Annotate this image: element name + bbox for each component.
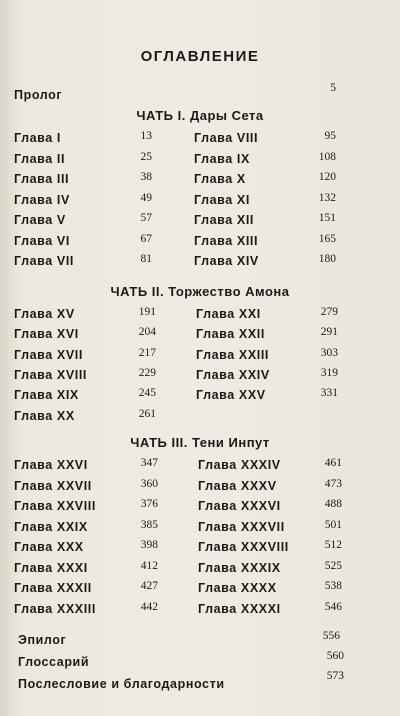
- toc-entry-label: Глава XXIV: [196, 367, 270, 382]
- toc-entry-label: Глава IV: [14, 192, 70, 207]
- toc-entry-label: Глава XIX: [14, 388, 79, 403]
- toc-entry-page: 319: [320, 366, 338, 379]
- toc-entry-label: Глава XXIII: [196, 347, 269, 362]
- part-2-heading: ЧАТЬ II. Торжество Амона: [110, 284, 290, 299]
- toc-entry-page: 560: [326, 650, 344, 662]
- toc-entry-label: Глава V: [14, 213, 66, 227]
- toc-entry-page: 38: [140, 171, 152, 183]
- part-1-heading: ЧАТЬ I. Дары Сета: [136, 108, 264, 123]
- toc-entry-label: Глава XXXIV: [198, 458, 281, 472]
- toc-entry-label: Глава III: [14, 172, 70, 186]
- toc-entry-page: 217: [138, 346, 156, 359]
- toc-entry-label: Глава XXVIII: [14, 499, 96, 513]
- toc-entry-epilogue: [18, 633, 66, 647]
- toc-entry-page: 245: [138, 387, 156, 400]
- toc-entry-page: 376: [140, 498, 158, 510]
- toc-entry-page: 81: [140, 253, 152, 265]
- toc-entry-page: 191: [138, 306, 156, 318]
- toc-entry-page: 57: [140, 212, 152, 224]
- toc-entry-label: Глава XVII: [14, 347, 83, 362]
- toc-entry-page: 442: [140, 600, 158, 613]
- toc-entry-page: 95: [324, 130, 336, 142]
- toc-entry-label: Глава XXXI: [14, 560, 88, 575]
- toc-entry-label: Глава XXXXI: [198, 601, 281, 616]
- toc-entry-page: 204: [138, 326, 156, 339]
- toc-entry-page: 180: [318, 253, 336, 265]
- toc-entry-page: 120: [318, 171, 336, 183]
- toc-entry-page: 132: [318, 191, 336, 204]
- toc-entry-page: 49: [140, 191, 152, 204]
- toc-entry-afterword: [18, 677, 225, 691]
- toc-entry-label: Глава XVI: [14, 327, 79, 342]
- toc-entry-label: Глава XXIX: [14, 519, 88, 534]
- toc-entry-label: Глава XXVII: [14, 478, 92, 493]
- toc-entry-page: 538: [324, 580, 342, 592]
- toc-entry-label: Глава XXXX: [198, 581, 277, 595]
- toc-entry-label: Глава XXXII: [14, 581, 92, 595]
- part-3-heading: ЧАТЬ III. Тени Инпут: [130, 435, 270, 450]
- toc-entry-label: Глава XXX: [14, 540, 84, 554]
- toc-entry-label: Глава VI: [14, 233, 70, 248]
- toc-entry-label: Глоссарий: [18, 655, 90, 669]
- toc-entry-label: Глава XXXVII: [198, 519, 285, 534]
- toc-entry-page: 501: [324, 518, 342, 531]
- toc-entry-page: 67: [140, 232, 152, 245]
- toc-entry-label: Глава XXXIII: [14, 601, 96, 616]
- toc-entry-label: Глава XIII: [194, 233, 259, 248]
- toc-entry-label: Глава XXXVIII: [198, 540, 289, 554]
- toc-entry-page: 25: [140, 150, 152, 163]
- toc-entry-page: 427: [140, 580, 158, 592]
- toc-entry-page: 5: [330, 82, 336, 94]
- toc-entry-page: 331: [320, 387, 338, 400]
- toc-entry-label: Глава XX: [14, 408, 75, 423]
- toc-entry-page: 398: [140, 539, 158, 551]
- toc-entry-page: 108: [318, 150, 336, 163]
- toc-entry-prologue: [14, 88, 62, 102]
- toc-entry-label: Глава II: [14, 151, 66, 166]
- toc-entry-label: Глава XVIII: [14, 367, 87, 382]
- toc-entry-page: 461: [324, 457, 342, 469]
- toc-entry-label: Глава X: [194, 172, 246, 186]
- toc-entry-page: 229: [138, 366, 156, 379]
- toc-entry-label: Глава VII: [14, 254, 74, 268]
- toc-entry-label: Глава XXV: [196, 388, 266, 403]
- toc-entry-page: 347: [140, 457, 158, 469]
- toc-entry-label: Глава XXXVI: [198, 499, 281, 513]
- toc-entry-page: 303: [320, 346, 338, 359]
- toc-entry-page: 279: [320, 306, 338, 318]
- toc-entry-label: Глава XXII: [196, 327, 265, 342]
- toc-entry-page: 385: [140, 518, 158, 531]
- toc-entry-label: Глава XII: [194, 213, 254, 227]
- toc-entry-page: 151: [318, 212, 336, 224]
- toc-entry-label: Глава XIV: [194, 254, 259, 268]
- toc-entry-label: Эпилог: [18, 633, 67, 647]
- toc-entry-page: 525: [324, 559, 342, 572]
- toc-entry-page: 556: [322, 630, 340, 642]
- toc-entry-label: Глава XV: [14, 307, 75, 321]
- toc-entry-page: 13: [140, 130, 152, 142]
- toc-entry-label: Послесловие и благодарности: [18, 677, 225, 691]
- toc-entry-label: Глава IX: [194, 151, 250, 166]
- toc-entry-page: 412: [140, 559, 158, 572]
- toc-entry-page: 512: [324, 539, 342, 551]
- toc-entry-page: 546: [324, 600, 342, 613]
- toc-entry-page: 573: [326, 670, 344, 682]
- toc-entry-label: Глава XXI: [196, 307, 261, 321]
- toc-entry-page: 261: [138, 407, 156, 420]
- toc-entry-page: 360: [140, 477, 158, 490]
- toc-entry-label: Глава XI: [194, 192, 250, 207]
- page-title: ОГЛАВЛЕНИЕ: [140, 48, 260, 65]
- toc-entry-page: 291: [320, 326, 338, 339]
- toc-entry-label: Глава XXXIX: [198, 560, 281, 575]
- toc-entry-label: Глава VIII: [194, 131, 259, 145]
- toc-entry-page: 488: [324, 498, 342, 510]
- toc-entry-glossary: [18, 655, 89, 669]
- toc-entry-label: Глава I: [14, 131, 61, 145]
- toc-entry-page: 473: [324, 477, 342, 490]
- toc-entry-page: 165: [318, 232, 336, 245]
- toc-entry-label: Пролог: [14, 88, 63, 102]
- toc-entry-label: Глава XXXV: [198, 478, 277, 493]
- toc-entry-label: Глава XXVI: [14, 458, 88, 472]
